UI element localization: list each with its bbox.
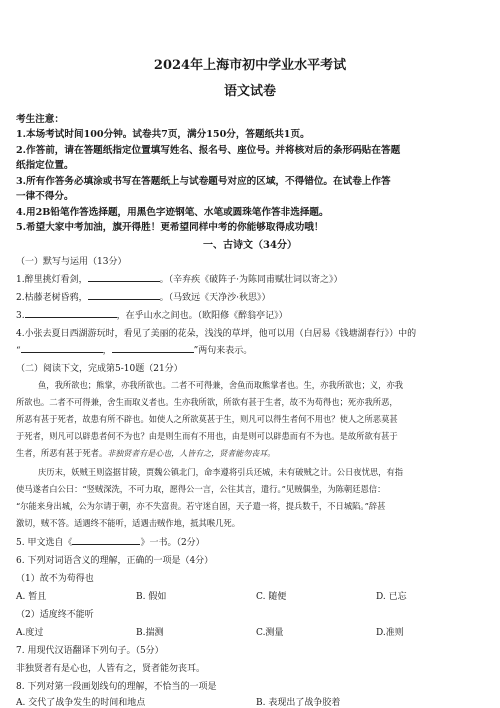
passage-a-line: 生者，所恶有甚于死者。非独贤者有是心也，人皆有之，贤者能勿丧耳。	[16, 448, 276, 458]
answer-blank[interactable]	[72, 536, 140, 545]
question-3: 3. ，在乎山水之间也。（欧阳修《醉翁亭记》）	[16, 311, 288, 321]
exam-title: 2024年上海市初中学业水平考试	[153, 58, 347, 73]
notice-item: 纸指定位置。	[16, 160, 74, 171]
notice-item: 4.用2B铅笔作答选择题，用黑色字迹钢笔、水笔或圆珠笔作答非选择题。	[16, 207, 329, 218]
option-b[interactable]: B.揣测	[136, 628, 164, 638]
notice-item: 一律不得分。	[16, 191, 74, 202]
option-a[interactable]: A. 暂且	[16, 592, 47, 602]
question-2: 2.枯藤老树昏鸦， 。（马致远《天净沙·秋思》）	[16, 293, 271, 303]
passage-b-line: 使马遂者白公曰：“竖贼深洗，不可力取，愿得公一言，公往其言，遣行。”见贼偶坐，为陈朝廷恩信：	[16, 484, 386, 494]
question-6-sub1: （1）故不为苟得也	[16, 574, 94, 584]
notice-heading: 考生注意：	[16, 114, 64, 125]
answer-blank[interactable]	[25, 309, 117, 318]
notice-item: 3.所有作答务必填涂或书写在答题纸上与试卷题号对应的区域，不得错位。在试卷上作答	[16, 176, 391, 187]
passage-a-line: 于死者，则凡可以辟患者何不为也？由是则生而有不用也，由是则可以辟患而有不为也。是故所欲有甚于	[16, 431, 398, 441]
notice-item: 2.作答前，请在答题纸指定位置填写姓名、报名号、座位号。并将核对后的条形码贴在答题	[16, 145, 401, 156]
option-a[interactable]: A. 交代了战争发生的时间和地点	[16, 698, 146, 708]
notice-item: 1.本场考试时间100分钟。试卷共7页，满分150分，答题纸共1页。	[16, 129, 310, 140]
answer-blank[interactable]	[112, 344, 194, 353]
passage-b-line: 激切，贼不答。适遇终不能听，适遇击贼作地，抵其喉几死。	[16, 518, 241, 528]
passage-a-line: 所恶有甚于死者，故患有所不辟也。如使人之所欲莫甚于生，则凡可以得生者何不用也？使人之所恶莫甚	[16, 414, 398, 424]
answer-blank[interactable]	[88, 273, 160, 282]
part-label: （一）默写与运用（13分）	[16, 257, 127, 267]
question-4-continued: “ ， ”两句来表示。	[16, 346, 253, 356]
option-d[interactable]: D.准则	[376, 628, 404, 638]
question-7: 7. 用现代汉语翻译下列句子。（5分）	[16, 646, 164, 656]
option-a[interactable]: A.度过	[16, 628, 44, 638]
section-heading: 一、古诗文（34分）	[203, 240, 297, 251]
question-8: 8. 下列对第一段画划线句的理解，不恰当的一项是	[16, 682, 217, 692]
answer-blank[interactable]	[21, 344, 103, 353]
question-7-sentence: 非独贤者有是心也，人皆有之，贤者能勿丧耳。	[16, 664, 206, 674]
question-1: 1.醉里挑灯看剑， 。（辛弃疾《破阵子·为陈同甫赋壮词以寄之》）	[16, 275, 343, 285]
part-label: （二）阅读下文，完成第5-10题（21分）	[16, 364, 183, 374]
option-c[interactable]: C. 随便	[256, 592, 287, 602]
underlined-sentence: 非独贤者有是心也，人皆有之，贤者能勿丧耳。	[107, 449, 276, 458]
option-b[interactable]: B. 假如	[136, 592, 167, 602]
passage-b-line: 庆历末，妖贼王则盗据甘陵，贾魏公镇北门，命李遵将引兵还城，未有破贼之计。公日夜忧思，有指	[38, 467, 404, 477]
passage-a-line: 鱼，我所欲也；熊掌，亦我所欲也。二者不可得兼，舍鱼而取熊掌者也。生，亦我所欲也；义，亦我	[38, 380, 404, 390]
question-5: 5. 甲文选自《 》一书。（2分）	[16, 538, 205, 548]
passage-a-line: 所欲也。二者不可得兼，舍生而取义者也。生亦我所欲，所欲有甚于生者，故不为苟得也；死亦我所恶，	[16, 397, 398, 407]
question-6: 6. 下列对词语含义的理解，正确的一项是（4分）	[16, 556, 214, 566]
option-c[interactable]: C.测量	[256, 628, 284, 638]
passage-b-line: “尔能来身出城，公为尔请于朝，亦不失富贵。若守迷自固，天子遣一将，提兵数千，不日城陷。”辞甚	[16, 501, 386, 511]
answer-blank[interactable]	[88, 291, 160, 300]
question-4: 4.小张去夏日西湖游玩时，看见了美丽的花朵，浅浅的草坪，他可以用（白居易《钱塘湖春行》）中的	[16, 329, 417, 339]
exam-subtitle: 语文试卷	[223, 84, 276, 99]
question-6-sub2: （2）适度终不能听	[16, 610, 94, 620]
option-d[interactable]: D. 已忘	[376, 592, 407, 602]
option-b[interactable]: B. 表现出了战争胶着	[256, 698, 341, 708]
notice-item: 5.希望大家中考加油，旗开得胜！更希望同样中考的你能够取得成功哦！	[16, 222, 324, 233]
